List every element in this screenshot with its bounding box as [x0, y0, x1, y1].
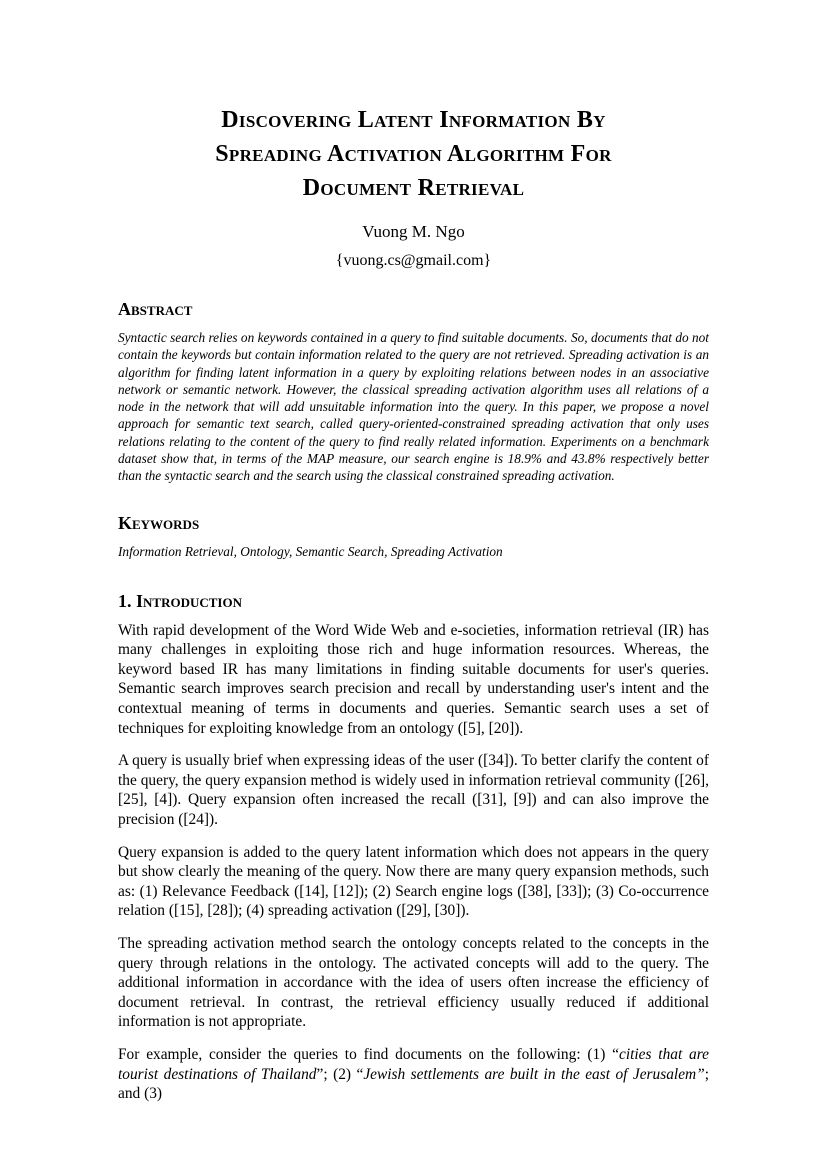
intro-paragraph-1: With rapid development of the Word Wide Web and e-societies, information retrieval (IR) has many challenges in exploiting those rich and huge information resources. Whereas, the keyword based IR has many limitations in finding suitable documents for user's queries. Semantic search improves search precision and recall by understanding user's intent and the contextual meaning of terms in documents and queries. Semantic search uses a set of techniques for exploiting knowledge from an ontology ([5], [20]).	[118, 621, 709, 737]
title-line-2: Spreading Activation Algorithm For	[215, 141, 612, 167]
intro-paragraph-4: The spreading activation method search the ontology concepts related to the concepts in the query through relations in the ontology. The activated concepts will add to the query. The additional information in accordance with the idea of users often increase the efficiency of document retrieval. In contrast, the retrieval efficiency usually reduced if additional information is not appropriate.	[118, 934, 709, 1031]
author-name: Vuong M. Ngo	[362, 222, 465, 241]
paper-title	[118, 103, 709, 205]
keywords-heading: Keywords	[118, 512, 200, 533]
intro-paragraph-2: A query is usually brief when expressing ideas of the user ([34]). To better clarify the content of the query, the query expansion method is widely used in information retrieval community ([26], [25], [4]). Query expansion often increased the recall ([31], [9]) and can also improve the precision ([24]).	[118, 752, 709, 829]
author-email: {vuong.cs@gmail.com}	[335, 252, 492, 269]
keywords-body: Information Retrieval, Ontology, Semantic Search, Spreading Activation	[118, 543, 503, 559]
intro-paragraph-5-example: For example, consider the queries to find documents on the following: (1) “cities that are tourist destinations of Thailand”; (2) “Jewish settlements are built in the east of Jerusalem”; and (3)	[118, 1045, 709, 1103]
introduction-heading: 1. Introduction	[118, 590, 242, 611]
title-line-1: Discovering Latent Information By	[221, 107, 606, 133]
abstract-heading: Abstract	[118, 299, 193, 319]
abstract-body: Syntactic search relies on keywords contained in a query to find suitable documents. So, documents that do not contain the keywords but contain information related to the query are not retrieved. Spreading activation is an algorithm for finding latent information in a query by exploiting relations between nodes in an associative network or semantic network. However, the classical spreading activation algorithm uses all relations of a node in the network that will add unsuitable information into the query. In this paper, we propose a novel approach for semantic text search, called query-oriented-constrained spreading activation that only uses relations relating to the content of the query to find really related information. Experiments on a benchmark dataset show that, in terms of the MAP measure, our search engine is 18.9% and 43.8% respectively better than the syntactic search and the search using the classical constrained spreading activation.	[118, 330, 709, 484]
intro-paragraph-3: Query expansion is added to the query latent information which does not appears in the query but show clearly the meaning of the query. Now there are many query expansion methods, such as: (1) Relevance Feedback ([14], [12]); (2) Search engine logs ([38], [33]); (3) Co-occurrence relation ([15], [28]); (4) spreading activation ([29], [30]).	[118, 843, 709, 920]
title-line-3: Document Retrieval	[302, 175, 525, 201]
